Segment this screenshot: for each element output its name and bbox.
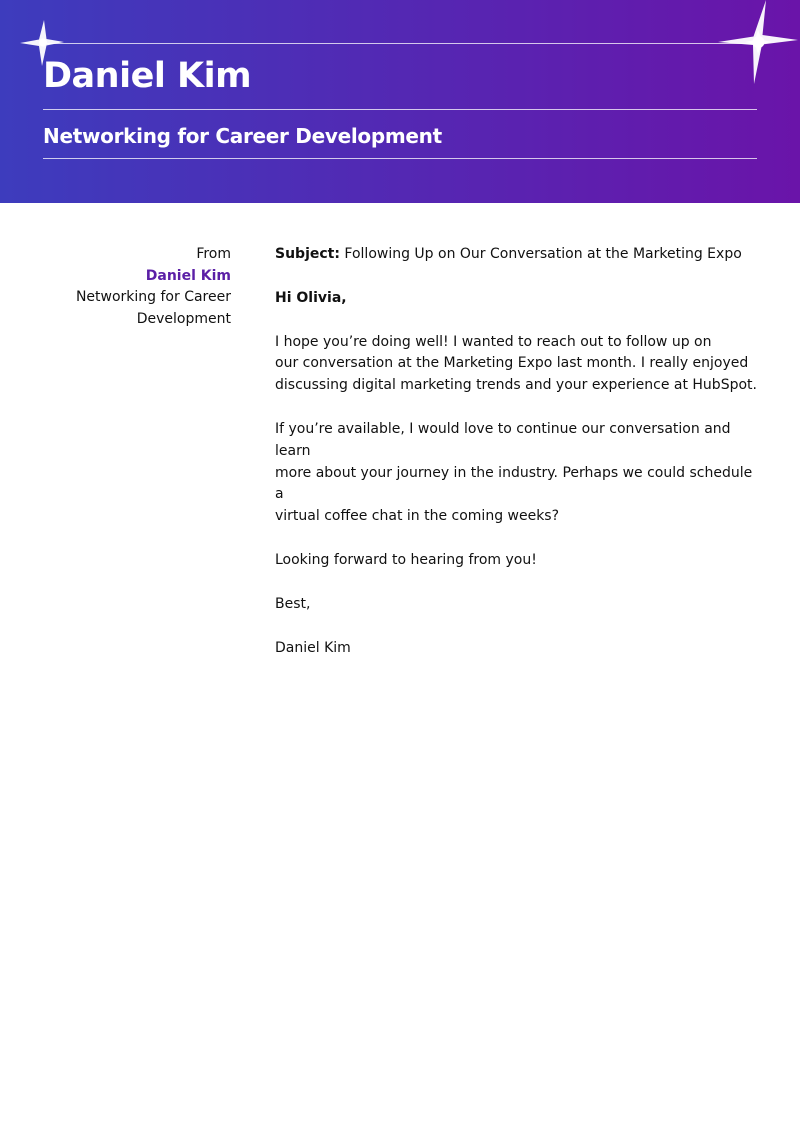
subject-label: Subject: <box>275 246 340 262</box>
closing-line: Looking forward to hearing from you! <box>275 551 537 568</box>
page-subtitle: Networking for Career Development <box>43 124 442 148</box>
paragraph-line: I hope you’re doing well! I wanted to reach out to follow up on <box>275 333 712 350</box>
greeting <box>275 288 765 310</box>
paragraph-line: our conversation at the Marketing Expo last month. I really enjoyed <box>275 355 749 372</box>
sender-title-line: Networking for Career <box>75 289 231 305</box>
letter-body <box>275 244 765 681</box>
page-title: Daniel Kim <box>43 56 252 96</box>
header-divider <box>43 158 757 159</box>
sign-off: Best, <box>275 595 311 612</box>
subject-text: Following Up on Our Conversation at the Marketing Expo <box>344 246 742 262</box>
greeting-text: Hi Olivia, <box>275 289 347 306</box>
signature: Daniel Kim <box>275 639 351 656</box>
paragraph <box>275 419 765 528</box>
from-label: From <box>196 246 231 262</box>
sender-title-line: Development <box>136 310 231 327</box>
subject-line <box>275 244 765 266</box>
paragraph-line: virtual coffee chat in the coming weeks? <box>275 508 560 525</box>
header-divider <box>43 43 757 44</box>
paragraph <box>275 332 765 397</box>
sender-name: Daniel Kim <box>145 267 231 284</box>
sender-block <box>40 244 231 330</box>
header-banner <box>0 0 800 203</box>
header-divider <box>43 109 757 110</box>
paragraph-line: discussing digital marketing trends and your experience at HubSpot. <box>275 377 757 394</box>
paragraph-line: more about your journey in the industry. Perhaps we could schedule a <box>275 464 753 503</box>
paragraph-line: If you’re available, I would love to continue our conversation and learn <box>275 420 731 459</box>
